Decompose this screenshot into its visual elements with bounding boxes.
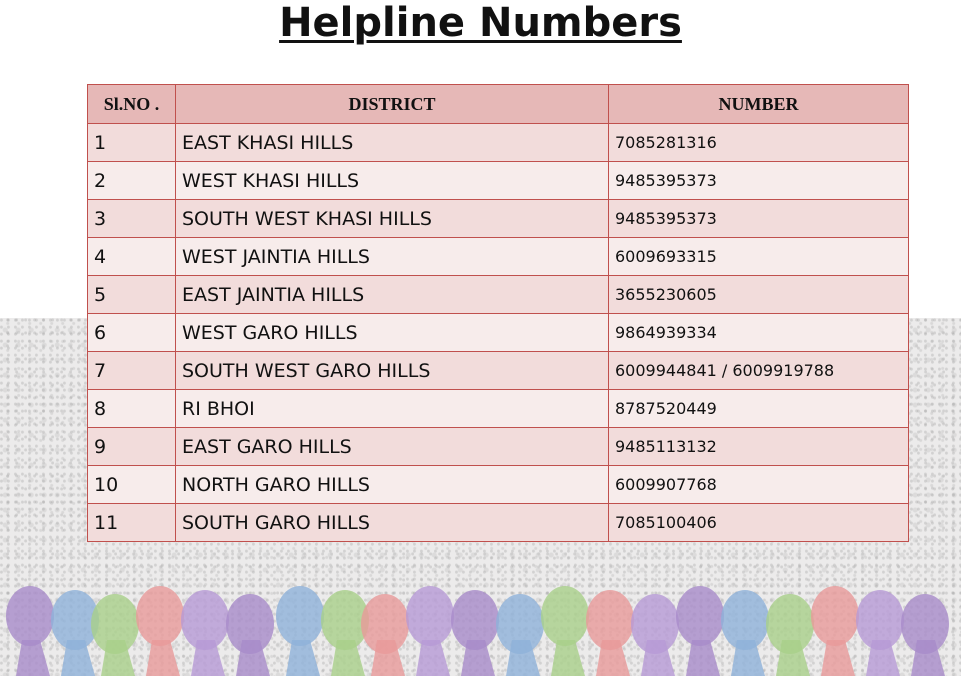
cell-number: 6009693315 bbox=[609, 238, 909, 276]
cell-number: 3655230605 bbox=[609, 276, 909, 314]
cell-sl-no: 4 bbox=[88, 238, 176, 276]
cell-district: SOUTH WEST KHASI HILLS bbox=[176, 200, 609, 238]
cell-number: 9485113132 bbox=[609, 428, 909, 466]
cell-number: 6009907768 bbox=[609, 466, 909, 504]
cell-district: SOUTH GARO HILLS bbox=[176, 504, 609, 542]
women-silhouettes-decoration bbox=[0, 578, 961, 676]
silhouette-neck bbox=[146, 640, 180, 676]
silhouette-neck bbox=[61, 640, 95, 676]
cell-sl-no: 10 bbox=[88, 466, 176, 504]
silhouette-head bbox=[276, 586, 324, 646]
header-district: DISTRICT bbox=[176, 85, 609, 124]
cell-sl-no: 8 bbox=[88, 390, 176, 428]
table-row bbox=[88, 428, 909, 466]
cell-district: WEST KHASI HILLS bbox=[176, 162, 609, 200]
table-row bbox=[88, 124, 909, 162]
silhouette-head bbox=[406, 586, 454, 646]
cell-sl-no: 7 bbox=[88, 352, 176, 390]
cell-district: WEST JAINTIA HILLS bbox=[176, 238, 609, 276]
cell-number: 8787520449 bbox=[609, 390, 909, 428]
silhouette-neck bbox=[191, 640, 225, 676]
cell-sl-no: 9 bbox=[88, 428, 176, 466]
cell-district: EAST JAINTIA HILLS bbox=[176, 276, 609, 314]
table-row bbox=[88, 466, 909, 504]
cell-sl-no: 1 bbox=[88, 124, 176, 162]
silhouette-neck bbox=[416, 640, 450, 676]
cell-sl-no: 2 bbox=[88, 162, 176, 200]
silhouette-neck bbox=[16, 640, 50, 676]
silhouette-neck bbox=[286, 640, 320, 676]
silhouette-neck bbox=[821, 640, 855, 676]
cell-district: RI BHOI bbox=[176, 390, 609, 428]
silhouette-head bbox=[136, 586, 184, 646]
page-title-text: Helpline Numbers bbox=[279, 0, 682, 46]
cell-district: SOUTH WEST GARO HILLS bbox=[176, 352, 609, 390]
silhouette-head bbox=[541, 586, 589, 646]
cell-sl-no: 11 bbox=[88, 504, 176, 542]
table-row bbox=[88, 390, 909, 428]
table-row bbox=[88, 276, 909, 314]
table-row bbox=[88, 352, 909, 390]
silhouette-neck bbox=[686, 640, 720, 676]
cell-number: 9485395373 bbox=[609, 162, 909, 200]
table-row bbox=[88, 162, 909, 200]
cell-district: WEST GARO HILLS bbox=[176, 314, 609, 352]
silhouette-head bbox=[6, 586, 54, 646]
table-row bbox=[88, 200, 909, 238]
page-title bbox=[0, 0, 961, 46]
cell-sl-no: 6 bbox=[88, 314, 176, 352]
cell-district: NORTH GARO HILLS bbox=[176, 466, 609, 504]
cell-sl-no: 5 bbox=[88, 276, 176, 314]
cell-number: 9485395373 bbox=[609, 200, 909, 238]
cell-sl-no: 3 bbox=[88, 200, 176, 238]
silhouette-neck bbox=[461, 640, 495, 676]
silhouette-head bbox=[676, 586, 724, 646]
table-row bbox=[88, 314, 909, 352]
cell-district: EAST KHASI HILLS bbox=[176, 124, 609, 162]
cell-district: EAST GARO HILLS bbox=[176, 428, 609, 466]
cell-number: 7085100406 bbox=[609, 504, 909, 542]
helpline-table bbox=[87, 84, 909, 542]
header-sl-no: Sl.NO . bbox=[88, 85, 176, 124]
silhouette-head bbox=[811, 586, 859, 646]
cell-number: 7085281316 bbox=[609, 124, 909, 162]
cell-number: 9864939334 bbox=[609, 314, 909, 352]
header-number: NUMBER bbox=[609, 85, 909, 124]
table-row bbox=[88, 238, 909, 276]
silhouette-neck bbox=[551, 640, 585, 676]
silhouette-neck bbox=[331, 640, 365, 676]
table-header-row bbox=[88, 85, 909, 124]
table-row bbox=[88, 504, 909, 542]
cell-number: 6009944841 / 6009919788 bbox=[609, 352, 909, 390]
